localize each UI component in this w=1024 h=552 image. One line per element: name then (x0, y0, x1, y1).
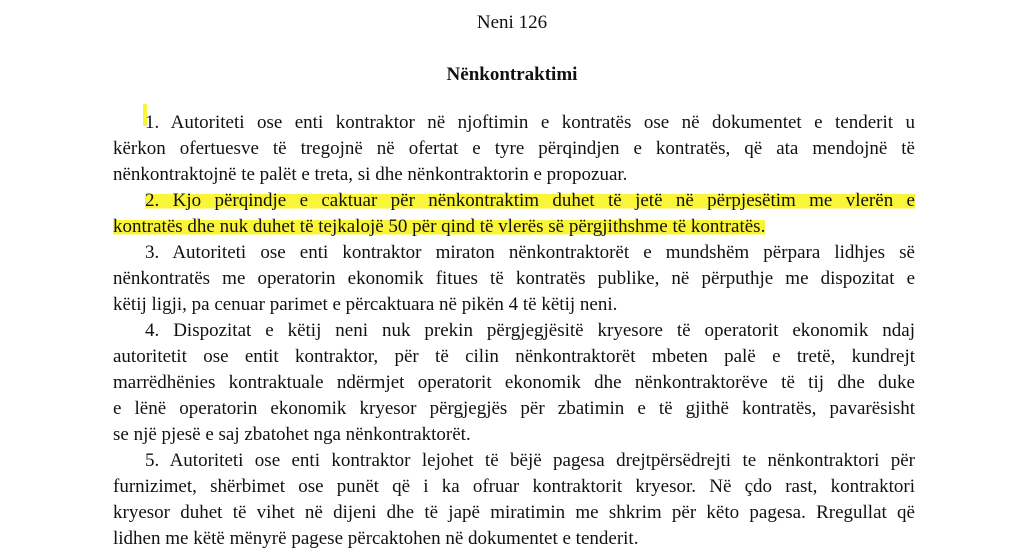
paragraph-4 (113, 318, 915, 448)
highlighted-text: kontratës dhe nuk duhet të tejkalojë 50 për qind të vlerës së përgjithshme të kontratës. (113, 216, 766, 237)
text-line: kërkon ofertuesve të tregojnë në ofertat e tyre përqindjen e kontratës, që ata mendojnë të (113, 138, 915, 159)
highlighted-text: 2. Kjo përqindje e caktuar për nënkontraktim duhet të jetë në përpjesëtim me vlerën e (145, 190, 915, 211)
paragraph-5 (113, 448, 915, 552)
text-line: 1. Autoriteti ose enti kontraktor në njoftimin e kontratës ose në dokumentet e tenderit u (145, 112, 915, 133)
text-line: lidhen me këtë mënyrë pagese përcaktohen në dokumentet e tenderit. (113, 528, 639, 549)
text-line: nënkontraktojnë te palët e treta, si dhe nënkontraktorin e propozuar. (113, 164, 628, 185)
text-line: e lënë operatorin ekonomik kryesor përgjegjës për zbatimin e të gjithë kontratës, pavarësisht (113, 398, 915, 419)
text-line: nënkontratës me operatorin ekonomik fitues të kontratës publike, në përputhje me dispozitat e (113, 268, 915, 289)
text-line: kryesor duhet të vihet në dijeni dhe të japë miratimin me shkrim për këto pagesa. Rregullat që (113, 502, 915, 523)
text-line: marrëdhënies kontraktuale ndërmjet operatorit ekonomik dhe nënkontraktorëve të tij dhe duke (113, 372, 915, 393)
text-line: 5. Autoriteti ose enti kontraktor lejohet të bëjë pagesa drejtpërsëdrejti te nënkontraktori për (145, 450, 915, 471)
article-title: Nënkontraktimi (446, 64, 578, 85)
text-line (113, 188, 915, 214)
text-line: 4. Dispozitat e këtij neni nuk prekin përgjegjësitë kryesore të operatorit ekonomik ndaj (145, 320, 915, 341)
paragraph-3 (113, 240, 915, 318)
paragraph-2-highlighted (113, 188, 915, 240)
text-line: 3. Autoriteti ose enti kontraktor miraton nënkontraktorët e mundshëm përpara lidhjes së (145, 242, 915, 263)
text-line: furnizimet, shërbimet ose punët që i ka ofruar kontraktorit kryesor. Në çdo rast, kontraktori (113, 476, 915, 497)
article-body (113, 110, 915, 552)
text-line: autoritetit ose entit kontraktor, për të cilin nënkontraktorët mbeten palë e tretë, kundrejt (113, 346, 915, 367)
text-line: se një pjesë e saj zbatohet nga nënkontraktorët. (113, 424, 471, 445)
text-line (113, 214, 915, 240)
article-number: Neni 126 (476, 12, 548, 33)
text-line: këtij ligji, pa cenuar parimet e përcaktuara në pikën 4 të këtij neni. (113, 294, 618, 315)
paragraph-1 (113, 110, 915, 188)
